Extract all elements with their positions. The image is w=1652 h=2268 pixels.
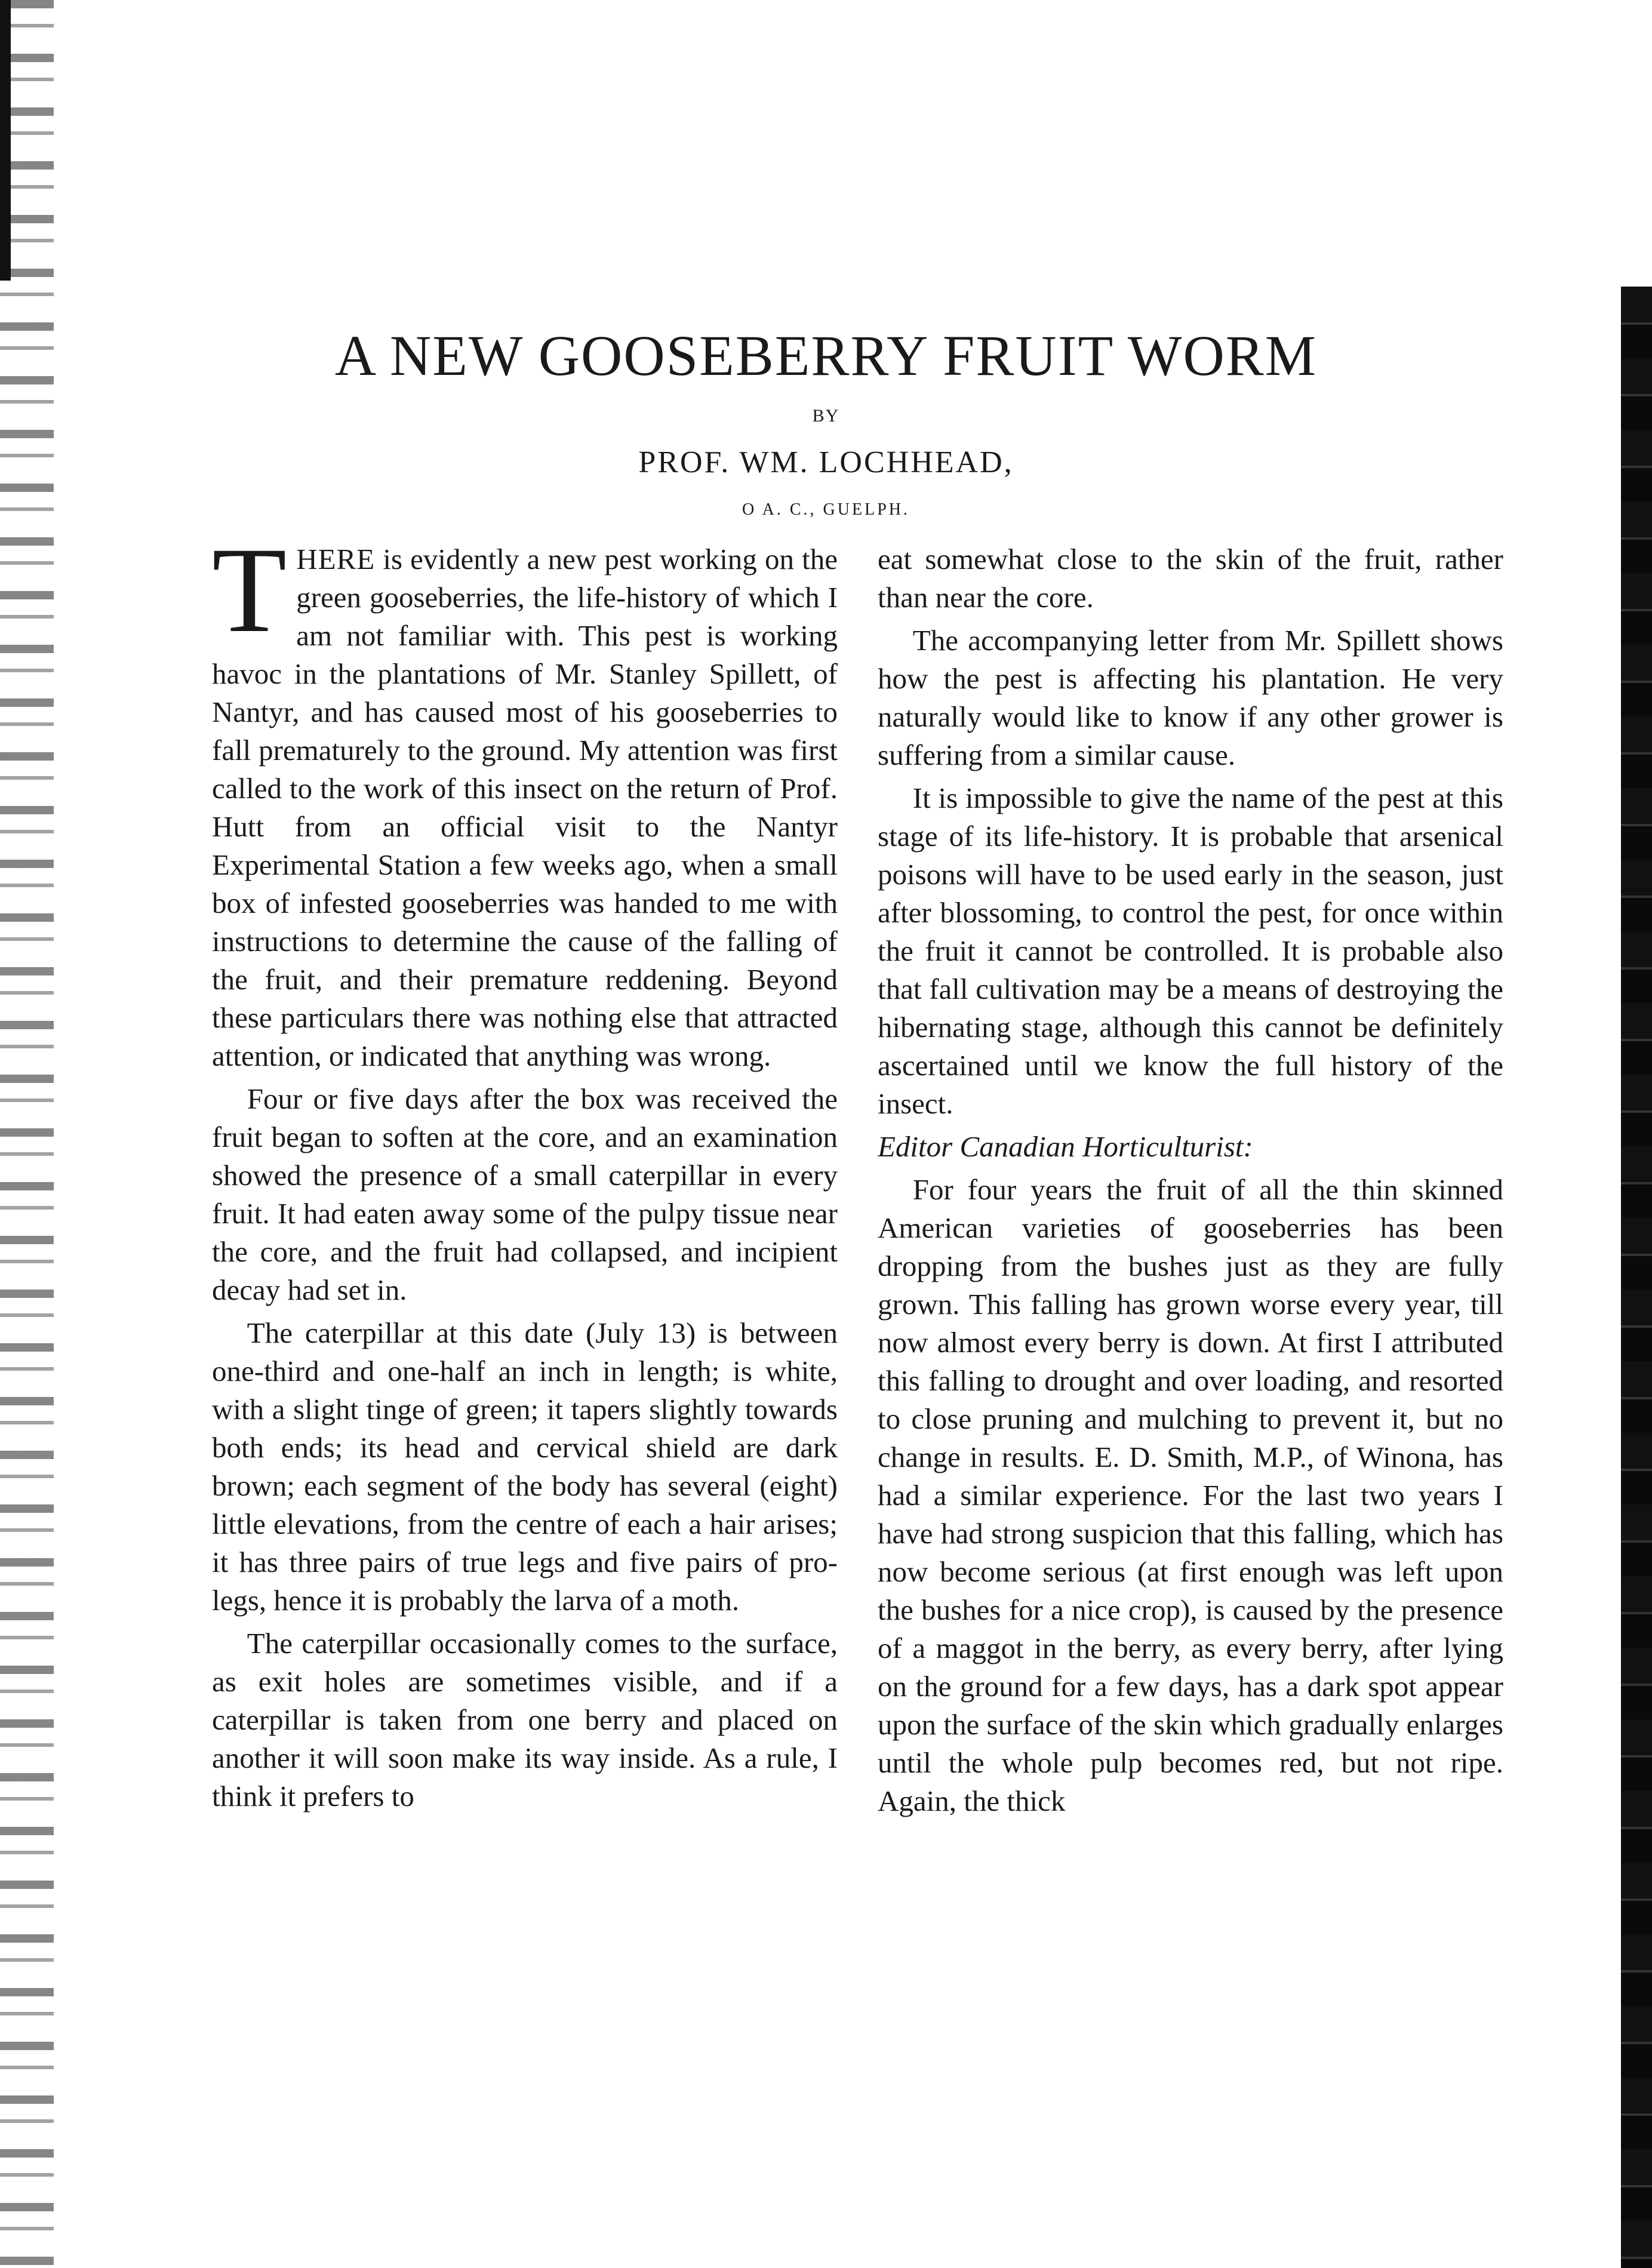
paragraph-text: is evidently a new pest working on the green gooseberries, the life-history of which I am not familiar with. This pest is working havoc in the plantations of Mr. Stanley Spillett, of Nantyr, and has caused most of his gooseberries to fall prematurely to the ground. My attention was first called to the work of this insect on the return of Prof. Hutt from an official visit to the Nantyr Experimental Station a few weeks ago, when a small box of infested gooseberries was handed to me with instructions to determine the cause of the falling of the fruit, and their premature reddening. Beyond these particulars there was nothing else that attracted attention, or indicated that anything was wrong. [212,543,838,1072]
paragraph: The accompanying letter from Mr. Spillett shows how the pest is affecting his plantation. He very naturally would like to know if any other grower is suffering from a similar cause. [878,624,1503,771]
article-title: A NEW GOOSEBERRY FRUIT WORM [334,324,1318,387]
text-column-right [878,540,1503,2092]
drop-cap: T [212,540,287,658]
author-name: PROF. WM. LOCHHEAD, [638,445,1014,479]
byline: BY [812,406,840,426]
paragraph: The caterpillar occasionally comes to the surface, as exit holes are sometimes visible, and if a caterpillar is taken from one berry and placed on another it will soon make its way inside. As a rule, I think it prefers to [212,1627,838,1812]
author-affiliation: O A. C., GUELPH. [742,500,910,519]
paragraph: It is impossible to give the name of the pest at this stage of its life-history. It is probable that arsenical poisons will have to be used early in the season, just after blossoming, to control the pest, for once within the fruit it cannot be controlled. It is probable also that fall cultivation may be a means of destroying the hibernating stage, although this cannot be definitely ascertained until we know the full history of the insect. [878,781,1503,1120]
paragraph [212,540,838,1075]
paragraph: eat somewhat close to the skin of the fruit, rather than near the core. [878,543,1503,614]
paragraph: The caterpillar at this date (July 13) is between one-third and one-half an inch in length; is white, with a slight tinge of green; it tapers slightly towards both ends; its head and cervical shield are dark brown; each segment of the body has several (eight) little elevations, from the centre of each a hair arises; it has three pairs of true legs and five pairs of pro-legs, hence it is probably the larva of a moth. [212,1316,838,1617]
paragraph: For four years the fruit of all the thin skinned American varieties of gooseberries has been dropping from the bushes just as they are fully grown. This falling has grown worse every year, till now almost every berry is down. At first I attributed this falling to drought and over loading, and resorted to close pruning and mulching to prevent it, but no change in results. E. D. Smith, M.P., of Winona, has had a similar experience. For the last two years I have had strong suspicion that this falling, which has now become serious (at first enough was left upon the bushes for a nice crop), is caused by the presence of a maggot in the berry, as every berry, after lying on the ground for a few days, has a dark spot appear upon the surface of the skin which gradually enlarges until the whole pulp becomes red, but not ripe. Again, the thick [878,1173,1503,1817]
scan-edge-right [1621,287,1652,2268]
scan-edge-left-dark [0,0,11,281]
text-column-left [212,540,838,2092]
letter-salutation: Editor Canadian Horticulturist: [878,1130,1253,1163]
lead-word: HERE [296,543,376,576]
paragraph: Four or five days after the box was received the fruit began to soften at the core, and an examination showed the presence of a small caterpillar in every fruit. It had eaten away some of the pulpy tissue near the core, and the fruit had collapsed, and incipient decay had set in. [212,1082,838,1306]
